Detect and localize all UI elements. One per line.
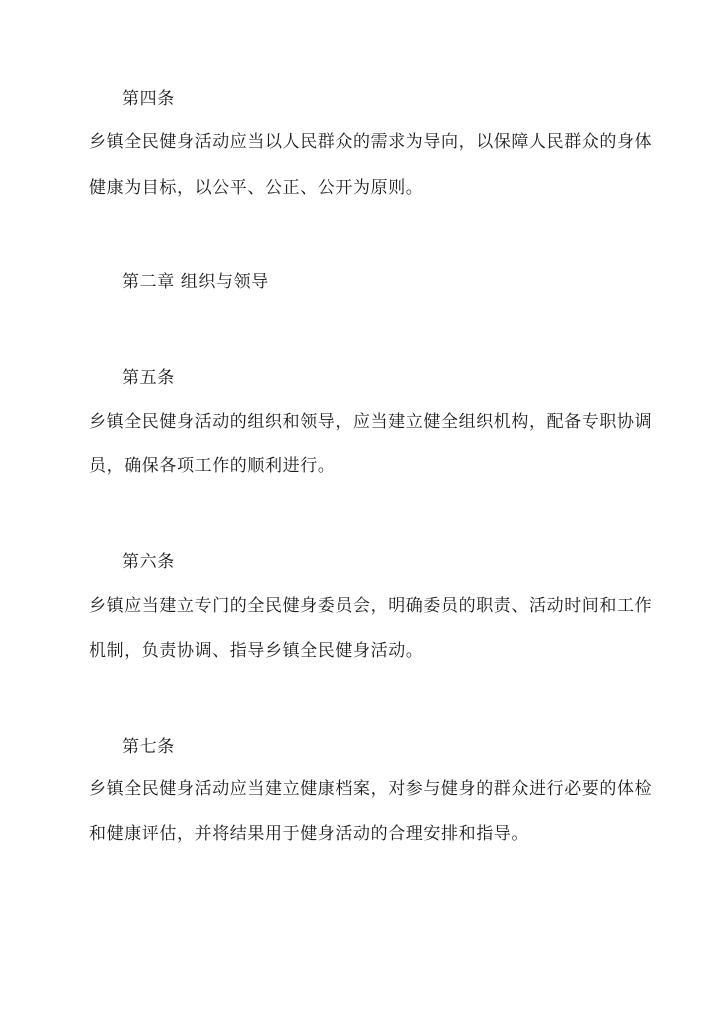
article-4-text-line-1: 乡镇全民健身活动应当以人民群众的需求为导向，以保障人民群众的身体	[89, 132, 653, 152]
article-4-heading: 第四条	[122, 89, 175, 109]
article-5-heading: 第五条	[122, 368, 175, 388]
article-6-text-line-1: 乡镇应当建立专门的全民健身委员会，明确委员的职责、活动时间和工作	[89, 596, 653, 616]
article-7-text-line-1: 乡镇全民健身活动应当建立健康档案，对参与健身的群众进行必要的体检	[89, 779, 653, 799]
chapter-2-heading: 第二章 组织与领导	[122, 272, 269, 292]
article-6-heading: 第六条	[122, 552, 175, 572]
article-6-text-line-2: 机制，负责协调、指导乡镇全民健身活动。	[89, 641, 424, 661]
article-5-text-line-2: 员，确保各项工作的顺利进行。	[89, 456, 336, 476]
article-4-text-line-2: 健康为目标，以公平、公正、公开为原则。	[89, 178, 424, 198]
article-7-heading: 第七条	[122, 737, 175, 757]
article-5-text-line-1: 乡镇全民健身活动的组织和领导，应当建立健全组织机构，配备专职协调	[89, 412, 653, 432]
article-7-text-line-2: 和健康评估，并将结果用于健身活动的合理安排和指导。	[89, 824, 529, 844]
